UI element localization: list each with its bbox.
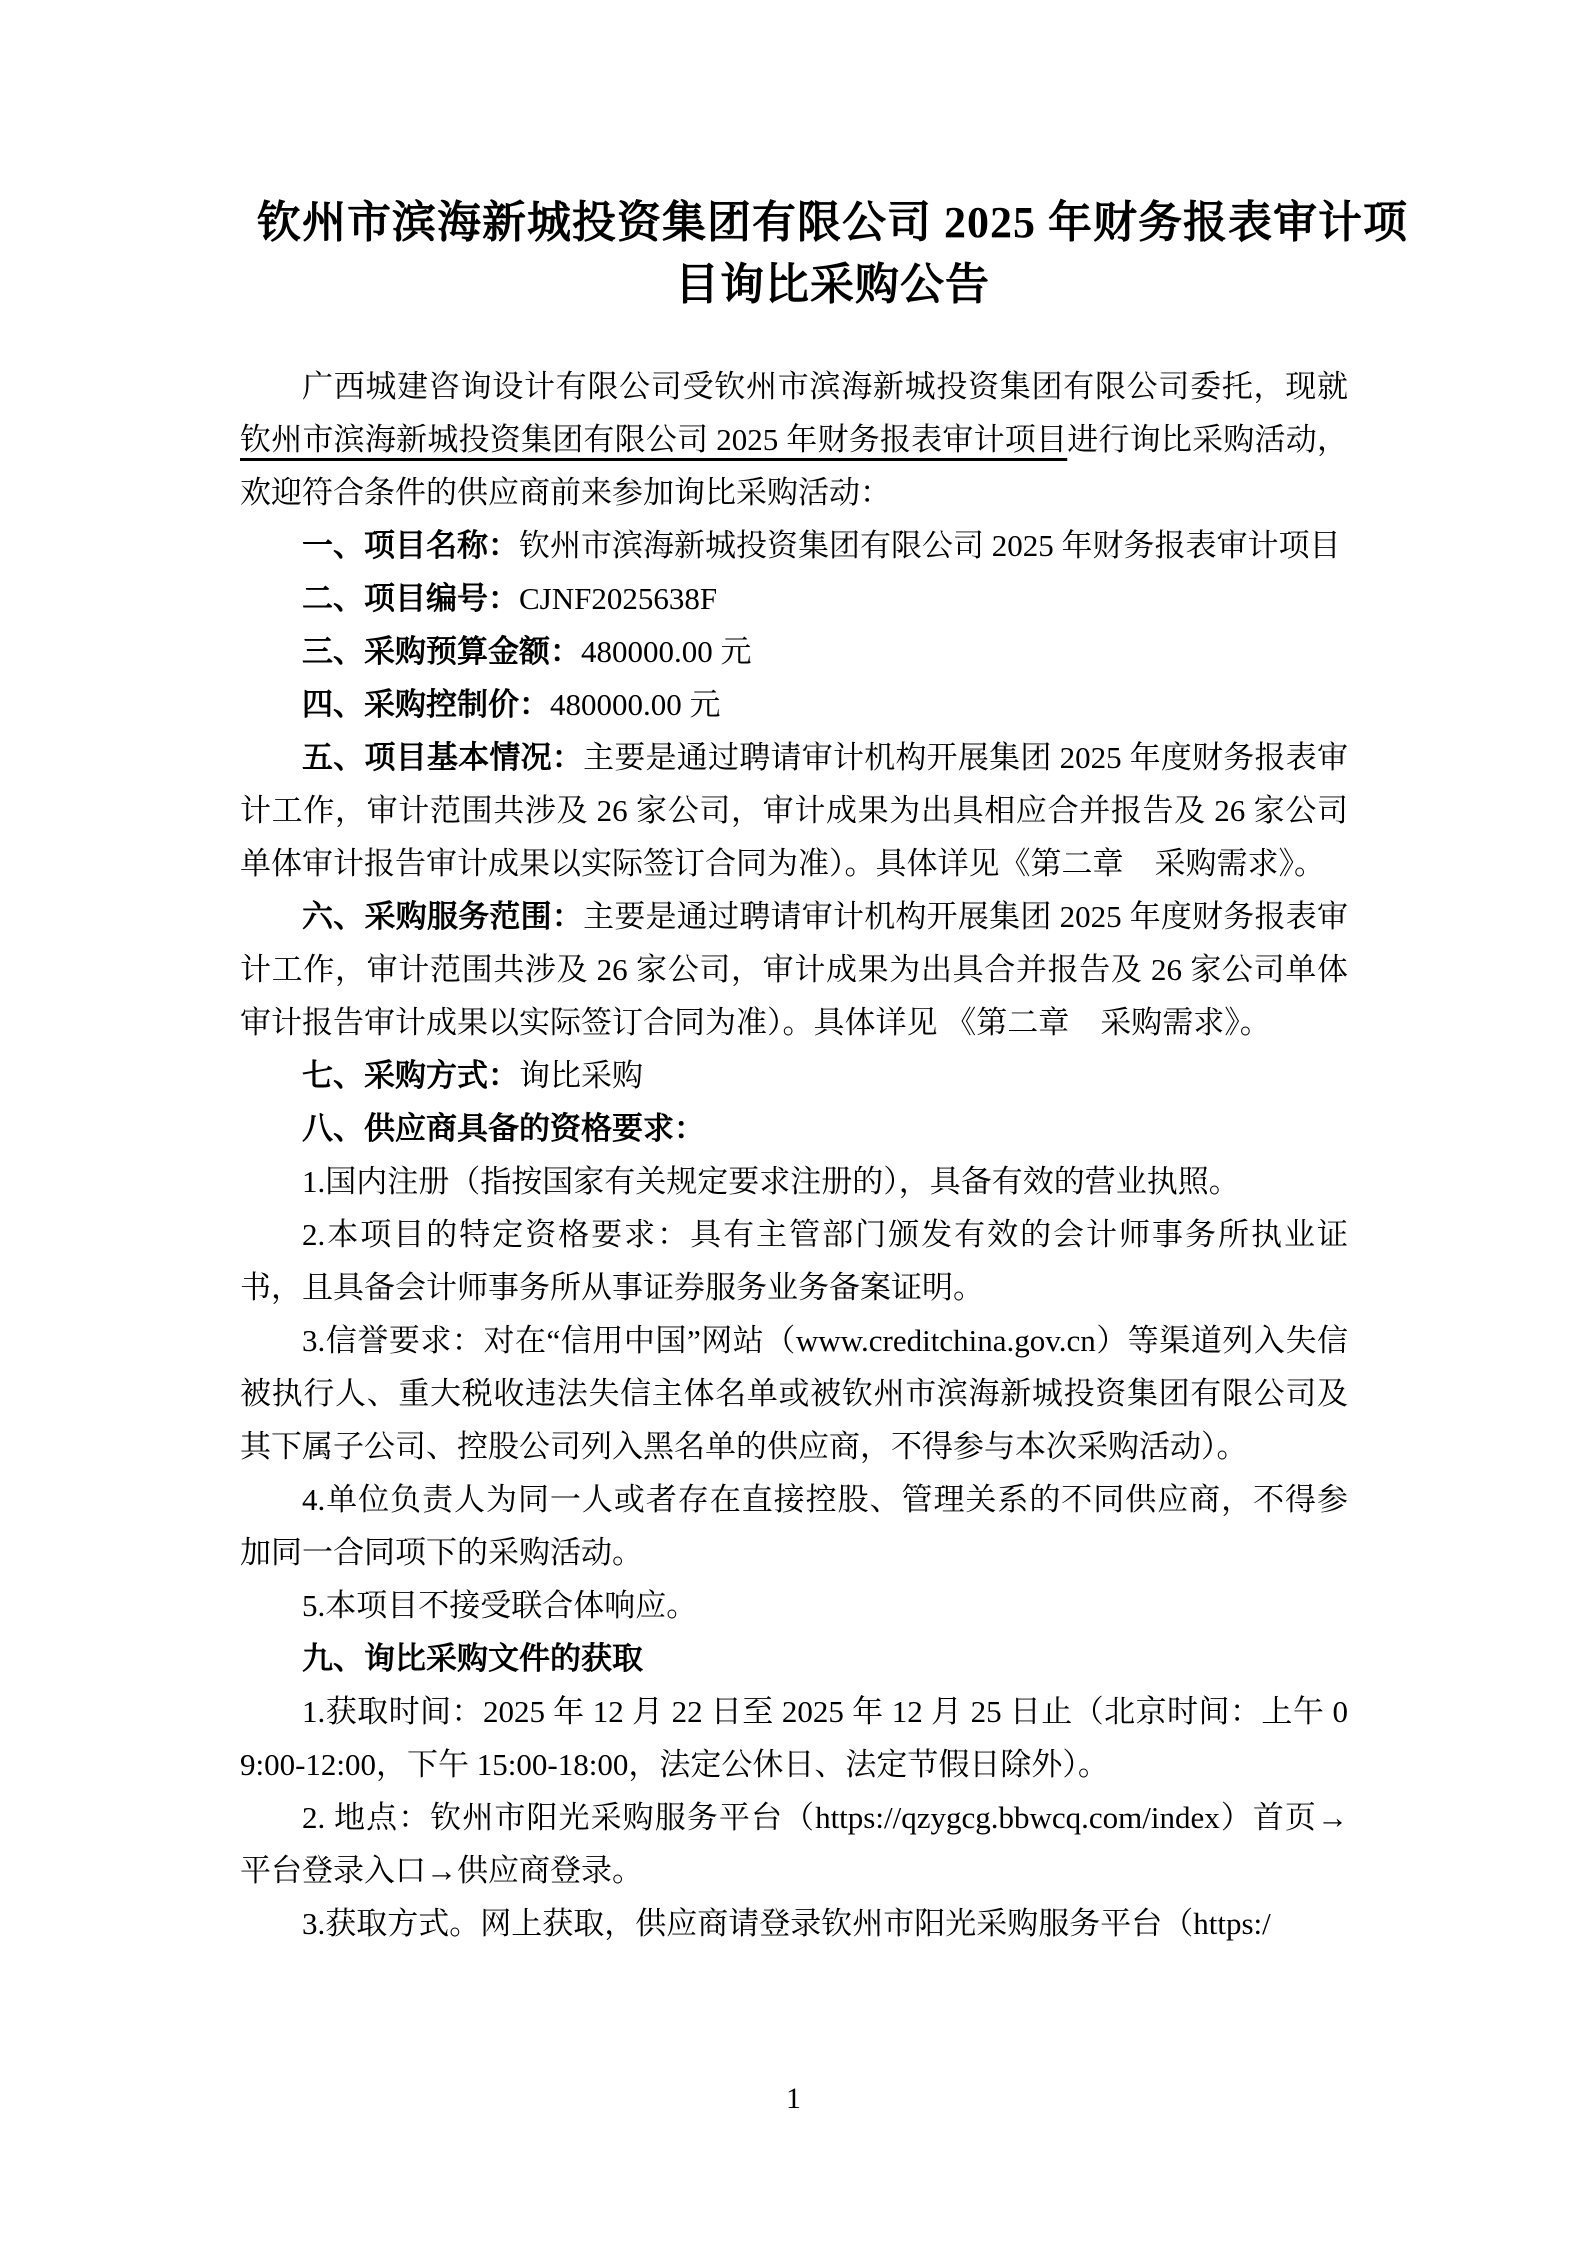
item-procurement-method [240, 1049, 1348, 1102]
intro-text-underlined: 钦州市滨海新城投资集团有限公司 2025 年财务报表审计项目 [240, 422, 1068, 457]
document-title-line-2: 目询比采购公告 [675, 260, 990, 309]
qualification-item-4: 4.单位负责人为同一人或者存在直接控股、管理关系的不同供应商，不得参加同一合同项下的采购活动。 [240, 1482, 1348, 1570]
item-project-name [240, 519, 1348, 572]
item-procurement-method-label: 七、采购方式： [302, 1058, 519, 1093]
item-service-scope-value: 主要是通过聘请审计机构开展集团 2025 年度财务报表审计工作，审计范围共涉及 26 家公司，审计成果为出具合并报告及 26 家公司单体审计报告审计成果以实际签订合同为准）。具体详见 《第二章 采购需求》。 [240, 899, 1348, 1040]
item-basic-info [240, 731, 1348, 890]
obtain-item-method: 3.获取方式。网上获取，供应商请登录钦州市阳光采购服务平台（https:/ [302, 1906, 1271, 1941]
page-number: 1 [786, 2082, 801, 2115]
qualification-item-5: 5.本项目不接受联合体响应。 [302, 1588, 698, 1623]
item-budget-amount-value: 480000.00 元 [581, 634, 752, 669]
item-control-price-label: 四、采购控制价： [302, 687, 550, 722]
section-document-obtain-heading-label: 九、询比采购文件的获取 [302, 1641, 643, 1676]
qualification-item-1: 1.国内注册（指按国家有关规定要求注册的），具备有效的营业执照。 [302, 1164, 1240, 1199]
item-basic-info-value: 主要是通过聘请审计机构开展集团 2025 年度财务报表审计工作，审计范围共涉及 26 家公司，审计成果为出具相应合并报告及 26 家公司单体审计报告审计成果以实际签订合同为准）。具体详见《第二章 采购需求》。 [240, 740, 1348, 881]
item-basic-info-label: 五、项目基本情况： [302, 740, 584, 775]
intro-text-post: 进行询比采购活动，欢迎符合条件的供应商前来参加询比采购活动： [240, 422, 1348, 510]
item-control-price-value: 480000.00 元 [550, 687, 721, 722]
item-project-name-value: 钦州市滨海新城投资集团有限公司 2025 年财务报表审计项目 [519, 528, 1341, 563]
intro-paragraph [240, 360, 1348, 519]
qualification-item-3: 3.信誉要求：对在“信用中国”网站（www.creditchina.gov.cn）等渠道列入失信被执行人、重大税收违法失信主体名单或被钦州市滨海新城投资集团有限公司及其下属子公司、控股公司列入黑名单的供应商，不得参与本次采购活动）。 [240, 1323, 1348, 1464]
document-title [240, 0, 1425, 316]
item-project-number-value: CJNF2025638F [519, 581, 718, 616]
document-body [240, 360, 1348, 1950]
item-service-scope [240, 890, 1348, 1049]
item-project-name-label: 一、项目名称： [302, 528, 519, 563]
section-document-obtain-heading [240, 1632, 1348, 1685]
item-service-scope-label: 六、采购服务范围： [302, 899, 584, 934]
intro-text-pre: 广西城建咨询设计有限公司受钦州市滨海新城投资集团有限公司委托，现就 [302, 369, 1348, 404]
item-control-price [240, 678, 1348, 731]
qualification-item-2: 2.本项目的特定资格要求：具有主管部门颁发有效的会计师事务所执业证书，且具备会计师事务所从事证券服务业务备案证明。 [240, 1217, 1348, 1305]
item-budget-amount-label: 三、采购预算金额： [302, 634, 581, 669]
document-title-line-1: 钦州市滨海新城投资集团有限公司 2025 年财务报表审计项 [257, 198, 1408, 247]
section-qualification-heading [240, 1102, 1348, 1155]
item-budget-amount [240, 625, 1348, 678]
item-project-number [240, 572, 1348, 625]
item-project-number-label: 二、项目编号： [302, 581, 519, 616]
obtain-item-place: 2. 地点：钦州市阳光采购服务平台（https://qzygcg.bbwcq.com/index）首页→平台登录入口→供应商登录。 [240, 1800, 1348, 1888]
section-qualification-heading-label: 八、供应商具备的资格要求： [302, 1111, 705, 1146]
item-procurement-method-value: 询比采购 [519, 1058, 643, 1093]
obtain-item-time: 1.获取时间：2025 年 12 月 22 日至 2025 年 12 月 25 日止（北京时间：上午 09:00-12:00，下午 15:00-18:00，法定公休日、法定节假日除外）。 [240, 1694, 1348, 1782]
